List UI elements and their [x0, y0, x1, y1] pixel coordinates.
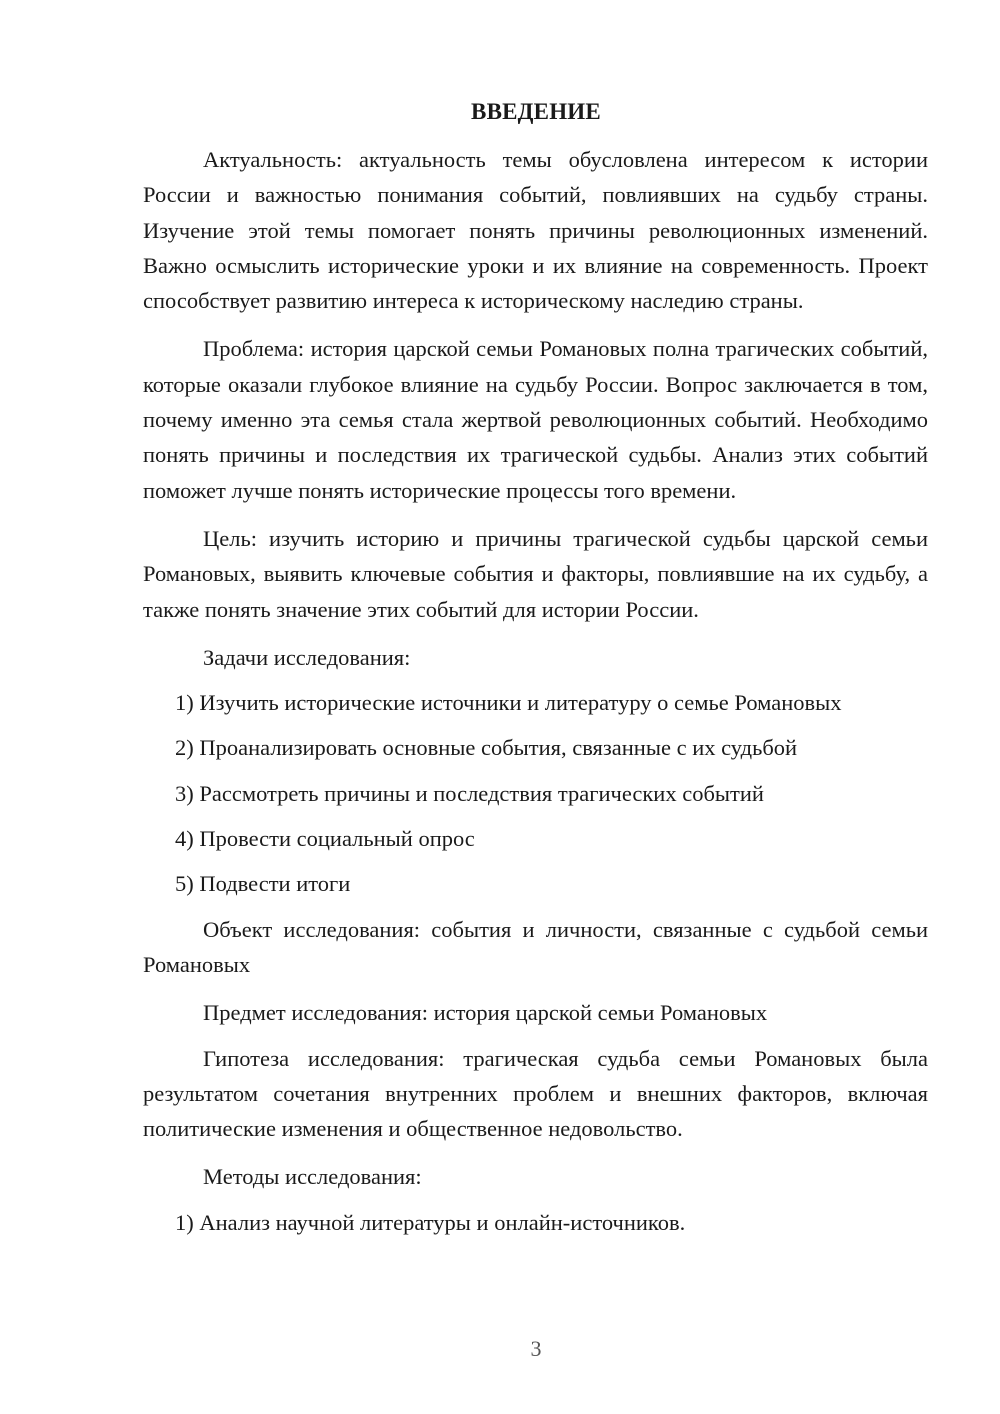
- tasks-heading: Задачи исследования:: [203, 644, 411, 670]
- subject-paragraph: Предмет исследования: история царской семьи Романовых: [203, 1000, 768, 1026]
- task-item: 4) Провести социальный опрос: [175, 826, 475, 852]
- method-item: 1) Анализ научной литературы и онлайн-источников.: [175, 1209, 686, 1235]
- problem-paragraph: Проблема: история царской семьи Романовых полна трагических событий, которые оказали глубокое влияние на судьбу России. Вопрос заключается в том, почему именно эта семья стала жертвой революционных событий. Необходимо понять причины и последствия их трагической судьбы. Анализ этих событий поможет лучше понять исторические процессы того времени.: [143, 336, 928, 503]
- page-number: 3: [530, 1336, 542, 1361]
- section-title: ВВЕДЕНИЕ: [471, 99, 601, 124]
- object-paragraph: Объект исследования: события и личности, связанные с судьбой семьи Романовых: [143, 916, 928, 977]
- document-body: [143, 142, 928, 1250]
- task-item: 2) Проанализировать основные события, связанные с их судьбой: [175, 735, 798, 761]
- goal-paragraph: Цель: изучить историю и причины трагической судьбы царской семьи Романовых, выявить ключевые события и факторы, повлиявшие на их судьбу, а также понять значение этих событий для истории России.: [143, 525, 928, 622]
- task-item: 3) Рассмотреть причины и последствия трагических событий: [175, 780, 764, 806]
- task-item: 5) Подвести итоги: [175, 871, 351, 897]
- task-item: 1) Изучить исторические источники и литературу о семье Романовых: [175, 690, 842, 716]
- hypothesis-paragraph: Гипотеза исследования: трагическая судьба семьи Романовых была результатом сочетания внутренних проблем и внешних факторов, включая политические изменения и общественное недовольство.: [143, 1045, 928, 1142]
- relevance-paragraph: Актуальность: актуальность темы обусловлена интересом к истории России и важностью понимания событий, повлиявших на судьбу страны. Изучение этой темы помогает понять причины революционных изменений. Важно осмыслить исторические уроки и их влияние на современность. Проект способствует развитию интереса к историческому наследию страны.: [143, 147, 928, 314]
- methods-heading: Методы исследования:: [203, 1164, 422, 1190]
